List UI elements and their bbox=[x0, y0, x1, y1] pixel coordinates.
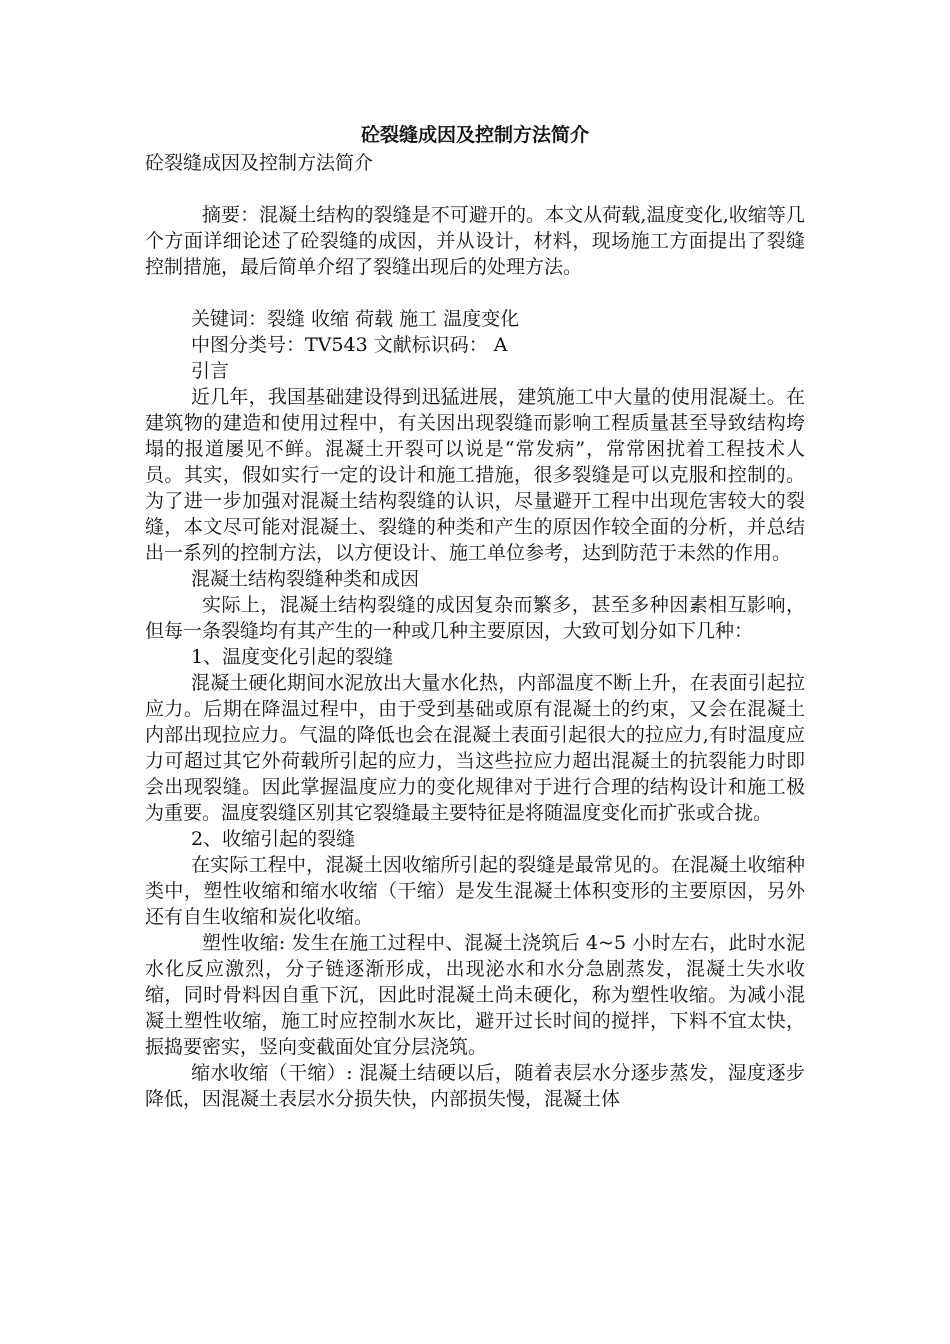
plastic-shrinkage-paragraph: 塑性收缩: 发生在施工过程中、混凝土浇筑后 4~5 小时左右，此时水泥水化反应激烈，分子链逐渐形成，出现泌水和水分急剧蒸发，混凝土失水收缩，同时骨料因自重下沉，因此时混凝土尚未硬化，称为塑性收缩。为减小混凝土塑性收缩，施工时应控制水灰比，避开过长时间的搅拌，下料不宜太快，振捣要密实，竖向变截面处宜分层浇筑。 bbox=[145, 932, 805, 1058]
document-page bbox=[145, 116, 805, 1112]
drying-shrinkage-paragraph: 缩水收缩（干缩）: 混凝土结硬以后，随着表层水分逐步蒸发，湿度逐步降低，因混凝土表层水分损失快，内部损失慢，混凝土体 bbox=[145, 1062, 805, 1110]
classification-line: 中图分类号：TV543 文献标识码： A bbox=[191, 334, 508, 356]
subsection-2-heading: 2、收缩引起的裂缝 bbox=[191, 828, 356, 850]
section-heading: 混凝土结构裂缝种类和成因 bbox=[191, 568, 420, 590]
document-title: 砼裂缝成因及控制方法简介 bbox=[360, 124, 589, 146]
document-subtitle: 砼裂缝成因及控制方法简介 bbox=[145, 152, 374, 174]
section-paragraph: 实际上，混凝土结构裂缝的成因复杂而繁多，甚至多种因素相互影响，但每一条裂缝均有其产生的一种或几种主要原因，大致可划分如下几种： bbox=[145, 594, 805, 642]
spacer bbox=[145, 280, 805, 306]
abstract-paragraph: 摘要：混凝土结构的裂缝是不可避开的。本文从荷载,温度变化,收缩等几个方面详细论述了砼裂缝的成因，并从设计，材料，现场施工方面提出了裂缝控制措施，最后简单介绍了裂缝出现后的处理方法。 bbox=[145, 204, 805, 278]
subsection-1-heading: 1、温度变化引起的裂缝 bbox=[191, 646, 394, 668]
intro-paragraph: 近几年，我国基础建设得到迅猛进展，建筑施工中大量的使用混凝土。在建筑物的建造和使用过程中，有关因出现裂缝而影响工程质量甚至导致结构垮塌的报道屡见不鲜。混凝土开裂可以说是“常发病”，常常困扰着工程技术人员。其实，假如实行一定的设计和施工措施，很多裂缝是可以克服和控制的。为了进一步加强对混凝土结构裂缝的认识，尽量避开工程中出现危害较大的裂缝，本文尽可能对混凝土、裂缝的种类和产生的原因作较全面的分析，并总结出一系列的控制方法，以方便设计、施工单位参考，达到防范于未然的作用。 bbox=[145, 386, 805, 564]
keywords-line: 关键词：裂缝 收缩 荷载 施工 温度变化 bbox=[191, 308, 520, 330]
subsection-1-paragraph: 混凝土硬化期间水泥放出大量水化热，内部温度不断上升，在表面引起拉应力。后期在降温过程中，由于受到基础或原有混凝土的约束，又会在混凝土内部出现拉应力。气温的降低也会在混凝土表面引起很大的拉应力,有时温度应力可超过其它外荷载所引起的应力，当这些拉应力超出混凝土的抗裂能力时即会出现裂缝。因此掌握温度应力的变化规律对于进行合理的结构设计和施工极为重要。温度裂缝区别其它裂缝最主要特征是将随温度变化而扩张或合拢。 bbox=[145, 672, 805, 824]
subsection-2-paragraph: 在实际工程中，混凝土因收缩所引起的裂缝是最常见的。在混凝土收缩种类中，塑性收缩和缩水收缩（干缩）是发生混凝土体积变形的主要原因，另外还有自生收缩和炭化收缩。 bbox=[145, 854, 805, 928]
spacer bbox=[145, 176, 805, 202]
intro-heading: 引言 bbox=[191, 360, 230, 382]
